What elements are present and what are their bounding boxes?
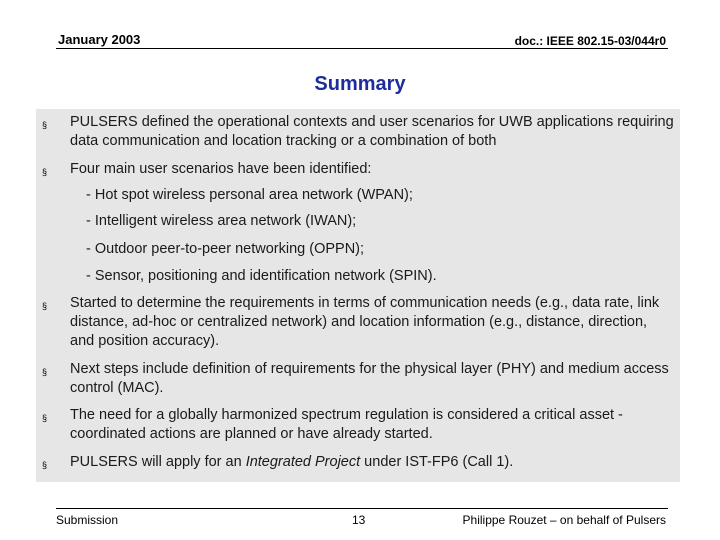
slide-title: Summary bbox=[314, 73, 406, 95]
bullet-icon: § bbox=[42, 301, 48, 311]
header-date: January 2003 bbox=[58, 32, 141, 47]
bullet-text-6-start: PULSERS will apply for an bbox=[70, 454, 246, 470]
bullet-text-3: Started to determine the requirements in terms of communication needs (e.g., data rate, link distance, ad-hoc or centralized network) and location information (e.g., distance, direction, and position accuracy). bbox=[70, 295, 660, 349]
bullet-icon: § bbox=[42, 460, 48, 470]
bullet-text-1: PULSERS defined the operational contexts and user scenarios for UWB applications requiring data communication and location tracking or a combination of both bbox=[70, 114, 674, 149]
bullet-icon: § bbox=[42, 413, 48, 423]
integrated-project-emphasis: Integrated Project bbox=[245, 454, 361, 470]
footer-page-number: 13 bbox=[352, 513, 366, 527]
header-doc-id: doc.: IEEE 802.15-03/044r0 bbox=[514, 34, 666, 48]
bullet-text-4: Next steps include definition of requirements for the physical layer (PHY) and medium access control (MAC). bbox=[70, 361, 669, 396]
footer-author: Philippe Rouzet – on behalf of Pulsers bbox=[462, 513, 666, 527]
sub-item-wpan: - Hot spot wireless personal area network (WPAN); bbox=[86, 187, 413, 203]
bullet-text-6-end: under IST-FP6 (Call 1). bbox=[360, 454, 514, 470]
sub-item-iwan: - Intelligent wireless area network (IWAN); bbox=[86, 213, 357, 229]
bullet-icon: § bbox=[42, 367, 48, 377]
bullet-text-6 bbox=[70, 453, 674, 472]
bullet-text-2: Four main user scenarios have been identified: bbox=[70, 161, 372, 177]
sub-item-oppn: - Outdoor peer-to-peer networking (OPPN); bbox=[86, 241, 365, 257]
footer-rule bbox=[56, 508, 668, 509]
sub-item-spin: - Sensor, positioning and identification network (SPIN). bbox=[86, 268, 437, 284]
header-rule bbox=[56, 48, 668, 49]
bullet-icon: § bbox=[42, 167, 48, 177]
bullet-text-5: The need for a globally harmonized spectrum regulation is considered a critical asset - coordinated actions are planned or have already started. bbox=[70, 407, 623, 442]
bullet-icon: § bbox=[42, 120, 48, 130]
footer-submission: Submission bbox=[56, 513, 119, 527]
